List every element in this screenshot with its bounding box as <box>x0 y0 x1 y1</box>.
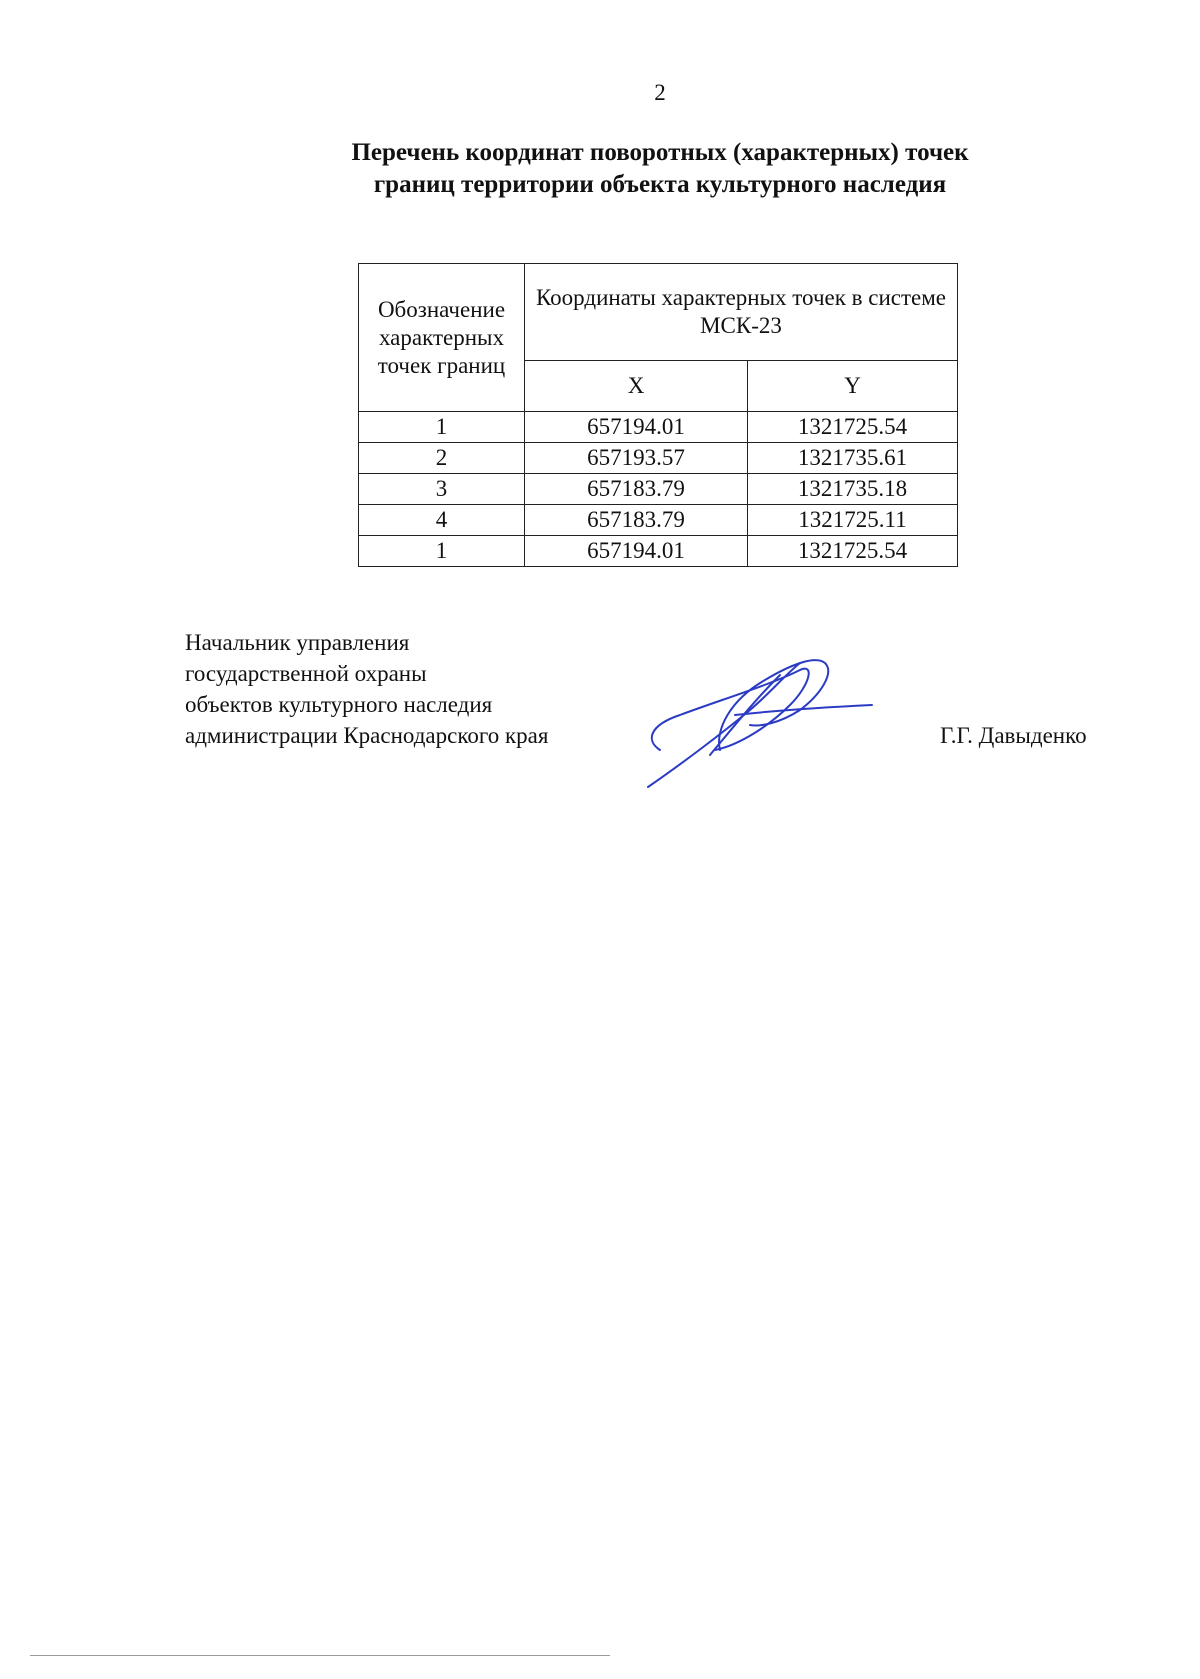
cell-x: 657183.79 <box>525 474 748 505</box>
position-line-1: Начальник управления <box>185 630 410 655</box>
footer-rule <box>30 1655 610 1656</box>
cell-point: 4 <box>359 505 525 536</box>
cell-y: 1321725.54 <box>748 412 958 443</box>
table-header-row <box>359 264 958 361</box>
header-coordinates: Координаты характерных точек в системе МСК-23 <box>525 264 958 361</box>
table-row <box>359 505 958 536</box>
cell-point: 2 <box>359 443 525 474</box>
coordinates-table <box>358 263 958 567</box>
signatory-position <box>185 627 548 751</box>
header-designation: Обозначение характерных точек границ <box>359 264 525 412</box>
cell-x: 657194.01 <box>525 536 748 567</box>
header-x: X <box>525 360 748 411</box>
cell-point: 1 <box>359 536 525 567</box>
cell-y: 1321735.18 <box>748 474 958 505</box>
document-title <box>260 137 1060 201</box>
cell-x: 657194.01 <box>525 412 748 443</box>
page-number: 2 <box>654 80 666 105</box>
position-line-4: администрации Краснодарского края <box>185 723 549 748</box>
handwritten-signature <box>640 655 880 790</box>
document-title-line-1: Перечень координат поворотных (характерных) точек <box>351 139 969 166</box>
signatory-name: Г.Г. Давыденко <box>940 723 1087 748</box>
cell-x: 657193.57 <box>525 443 748 474</box>
table-row <box>359 474 958 505</box>
cell-point: 3 <box>359 474 525 505</box>
table-row <box>359 412 958 443</box>
cell-x: 657183.79 <box>525 505 748 536</box>
cell-y: 1321725.11 <box>748 505 958 536</box>
cell-point: 1 <box>359 412 525 443</box>
position-line-3: объектов культурного наследия <box>185 692 493 717</box>
document-title-line-2: границ территории объекта культурного наследия <box>373 171 947 198</box>
table-row <box>359 443 958 474</box>
table-row <box>359 536 958 567</box>
cell-y: 1321735.61 <box>748 443 958 474</box>
header-y: Y <box>748 360 958 411</box>
position-line-2: государственной охраны <box>185 661 427 686</box>
cell-y: 1321725.54 <box>748 536 958 567</box>
